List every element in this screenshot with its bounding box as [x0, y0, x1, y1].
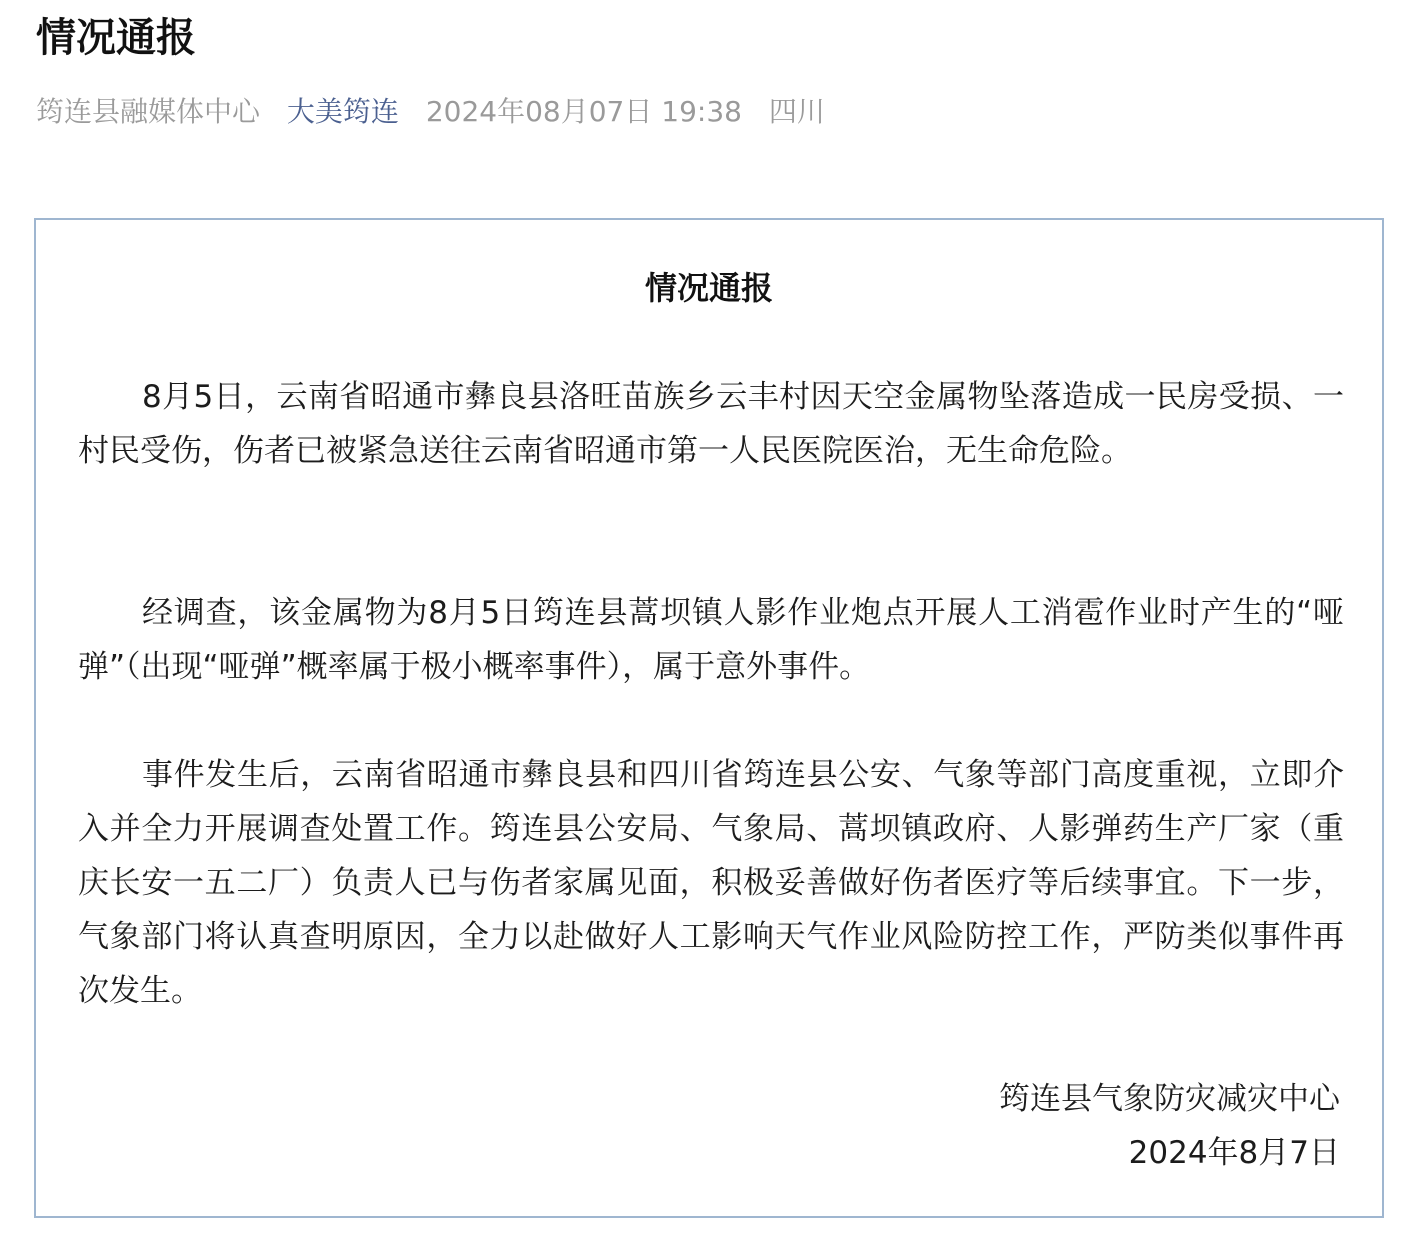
notice-heading: 情况通报 — [644, 269, 773, 307]
publish-datetime: 2024年08月07日 19:38 — [425, 95, 742, 128]
signature-org: 筠连县气象防灾减灾中心 — [999, 1081, 1340, 1117]
page-title: 情况通报 — [36, 15, 196, 61]
publish-location: 四川 — [768, 95, 825, 128]
source-name: 筠连县融媒体中心 — [36, 95, 261, 128]
notice-paragraph: 8月5日，云南省昭通市彝良县洛旺苗族乡云丰村因天空金属物坠落造成一民房受损、一村民受伤，伤者已被紧急送往云南省昭通市第一人民医院医治，无生命危险。 — [78, 379, 1344, 469]
account-link[interactable]: 大美筠连 — [286, 95, 399, 128]
signature-date: 2024年8月7日 — [1128, 1135, 1340, 1171]
notice-box — [34, 218, 1384, 1218]
notice-paragraph: 事件发生后，云南省昭通市彝良县和四川省筠连县公安、气象等部门高度重视，立即介入并全力开展调查处置工作。筠连县公安局、气象局、蒿坝镇政府、人影弹药生产厂家（重庆长安一五二厂）负责人已与伤者家属见面，积极妥善做好伤者医疗等后续事宜。下一步，气象部门将认真查明原因，全力以赴做好人工影响天气作业风险防控工作，严防类似事件再次发生。 — [78, 757, 1344, 1009]
notice-paragraph: 经调查，该金属物为8月5日筠连县蒿坝镇人影作业炮点开展人工消雹作业时产生的“哑弹”（出现“哑弹”概率属于极小概率事件），属于意外事件。 — [78, 595, 1344, 685]
article-meta — [36, 92, 843, 132]
